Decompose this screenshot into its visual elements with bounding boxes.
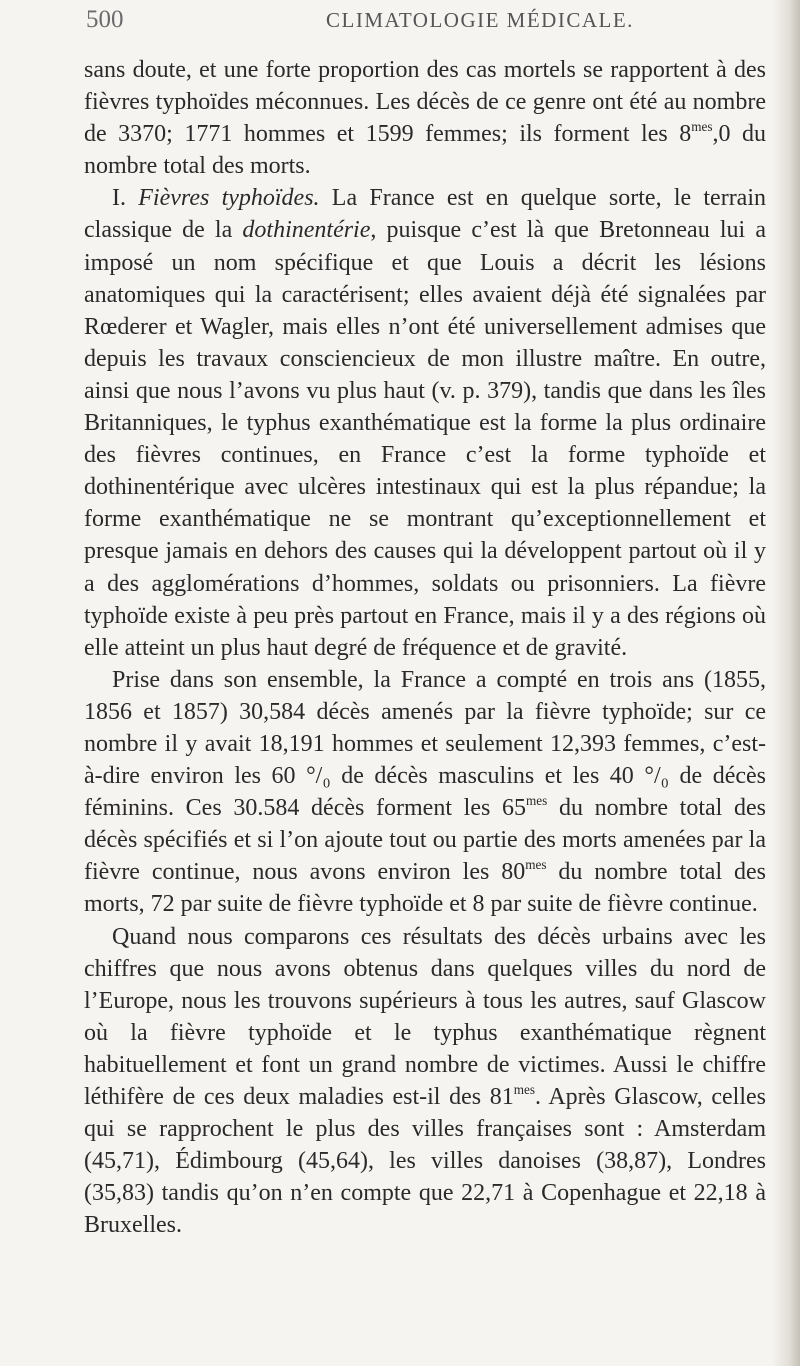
percent-sign: °/₀ — [644, 763, 669, 790]
paragraph-text: de décès masculins et les 40 — [330, 763, 645, 790]
paragraph-text: ,0 du nombre total des morts. — [84, 121, 766, 180]
paragraph-text: du nombre total des décès spécifiés et si l’on ajoute tout ou partie des morts amenées par la fièvre continue, nous avons environ les 80 — [84, 795, 767, 886]
paragraph-text: , puisque c’est là que Bretonneau lui a imposé un nom spécifique et que Louis a décrit les lésions anatomiques qui la caractérisent; elles avaient déjà été signalées par Rœderer et Wagler, mais elles n’ont été universellement admises que depuis les travaux consciencieux de mon illustre maître. En outre, ainsi que nous l’avons vu plus haut (v. p. 379), tandis que dans les îles Britanniques, le typhus exanthématique est la forme la plus ordinaire des fièvres continues, en France c’est la forme typhoïde et dothinentérique avec ulcères intestinaux qui est la plus répandue; la forme exanthématique ne se montrant qu’exceptionnellement et presque jamais en dehors des causes qui la développent partout où il y a des agglomérations d’hommes, soldats ou prisonniers. La fièvre typhoïde existe à peu près partout en France, mais il y a des régions où elle atteint un plus haut degré de fréquence et de gravité. — [84, 217, 766, 661]
body-text — [84, 54, 766, 1241]
paragraph-text: de décès féminins. Ces 30.584 décès forment les 65 — [84, 763, 766, 822]
section-title: Fièvres typhoïdes. — [138, 185, 320, 212]
page-header — [86, 4, 776, 44]
paragraph-4 — [84, 921, 766, 1242]
paragraph-text: Prise dans son ensemble, la France a compté en trois ans (1855, 1856 et 1857) 30,584 décès amenés par la fièvre typhoïde; sur ce nombre il y avait 18,191 hommes et seulement 12,393 femmes, c’est-à-dire environ les 60 — [84, 666, 766, 790]
paragraph-3 — [84, 664, 766, 921]
superscript: mes — [526, 793, 548, 809]
section-number: I. — [112, 185, 126, 212]
italic-term: dothinentérie — [242, 217, 371, 244]
paragraph-1 — [84, 54, 766, 182]
paragraph-text: Quand nous comparons ces résultats des décès urbains avec les chiffres que nous avons obtenus dans quelques villes du nord de l’Europe, nous les trouvons supérieurs à tous les autres, sauf Glascow où la fièvre typhoïde et le typhus exanthématique règnent habituellement et font un grand nombre de victimes. Aussi le chiffre léthifère de ces deux maladies est-il des 81 — [84, 923, 766, 1110]
paragraph-text: sans doute, et une forte proportion des cas mortels se rapportent à des fièvres typhoïdes méconnues. Les décès de ce genre ont été au nombre de 3370; 1771 hommes et 1599 femmes; ils forment les 8 — [84, 57, 766, 148]
page-edge-shadow — [772, 0, 800, 1366]
paragraph-text: . Après Glascow, celles qui se rapprochent le plus des villes françaises sont : Amsterdam (45,71), Édimbourg (45,64), les villes danoises (38,87), Londres (35,83) tandis qu’on n’en compte que 22,71 à Copenhague et 22,18 à Bruxelles. — [84, 1084, 766, 1239]
paragraph-2 — [84, 182, 766, 663]
paragraph-text: La France est en quelque sorte, le terrain classique de la — [84, 185, 767, 244]
page-number: 500 — [86, 6, 124, 33]
paragraph-text: du nombre total des morts, 72 par suite de fièvre typhoïde et 8 par suite de fièvre continue. — [84, 859, 766, 918]
superscript: mes — [691, 119, 713, 135]
percent-sign: °/₀ — [306, 763, 331, 790]
superscript: mes — [513, 1082, 535, 1098]
running-title: CLIMATOLOGIE MÉDICALE. — [326, 8, 634, 32]
superscript: mes — [525, 857, 547, 873]
